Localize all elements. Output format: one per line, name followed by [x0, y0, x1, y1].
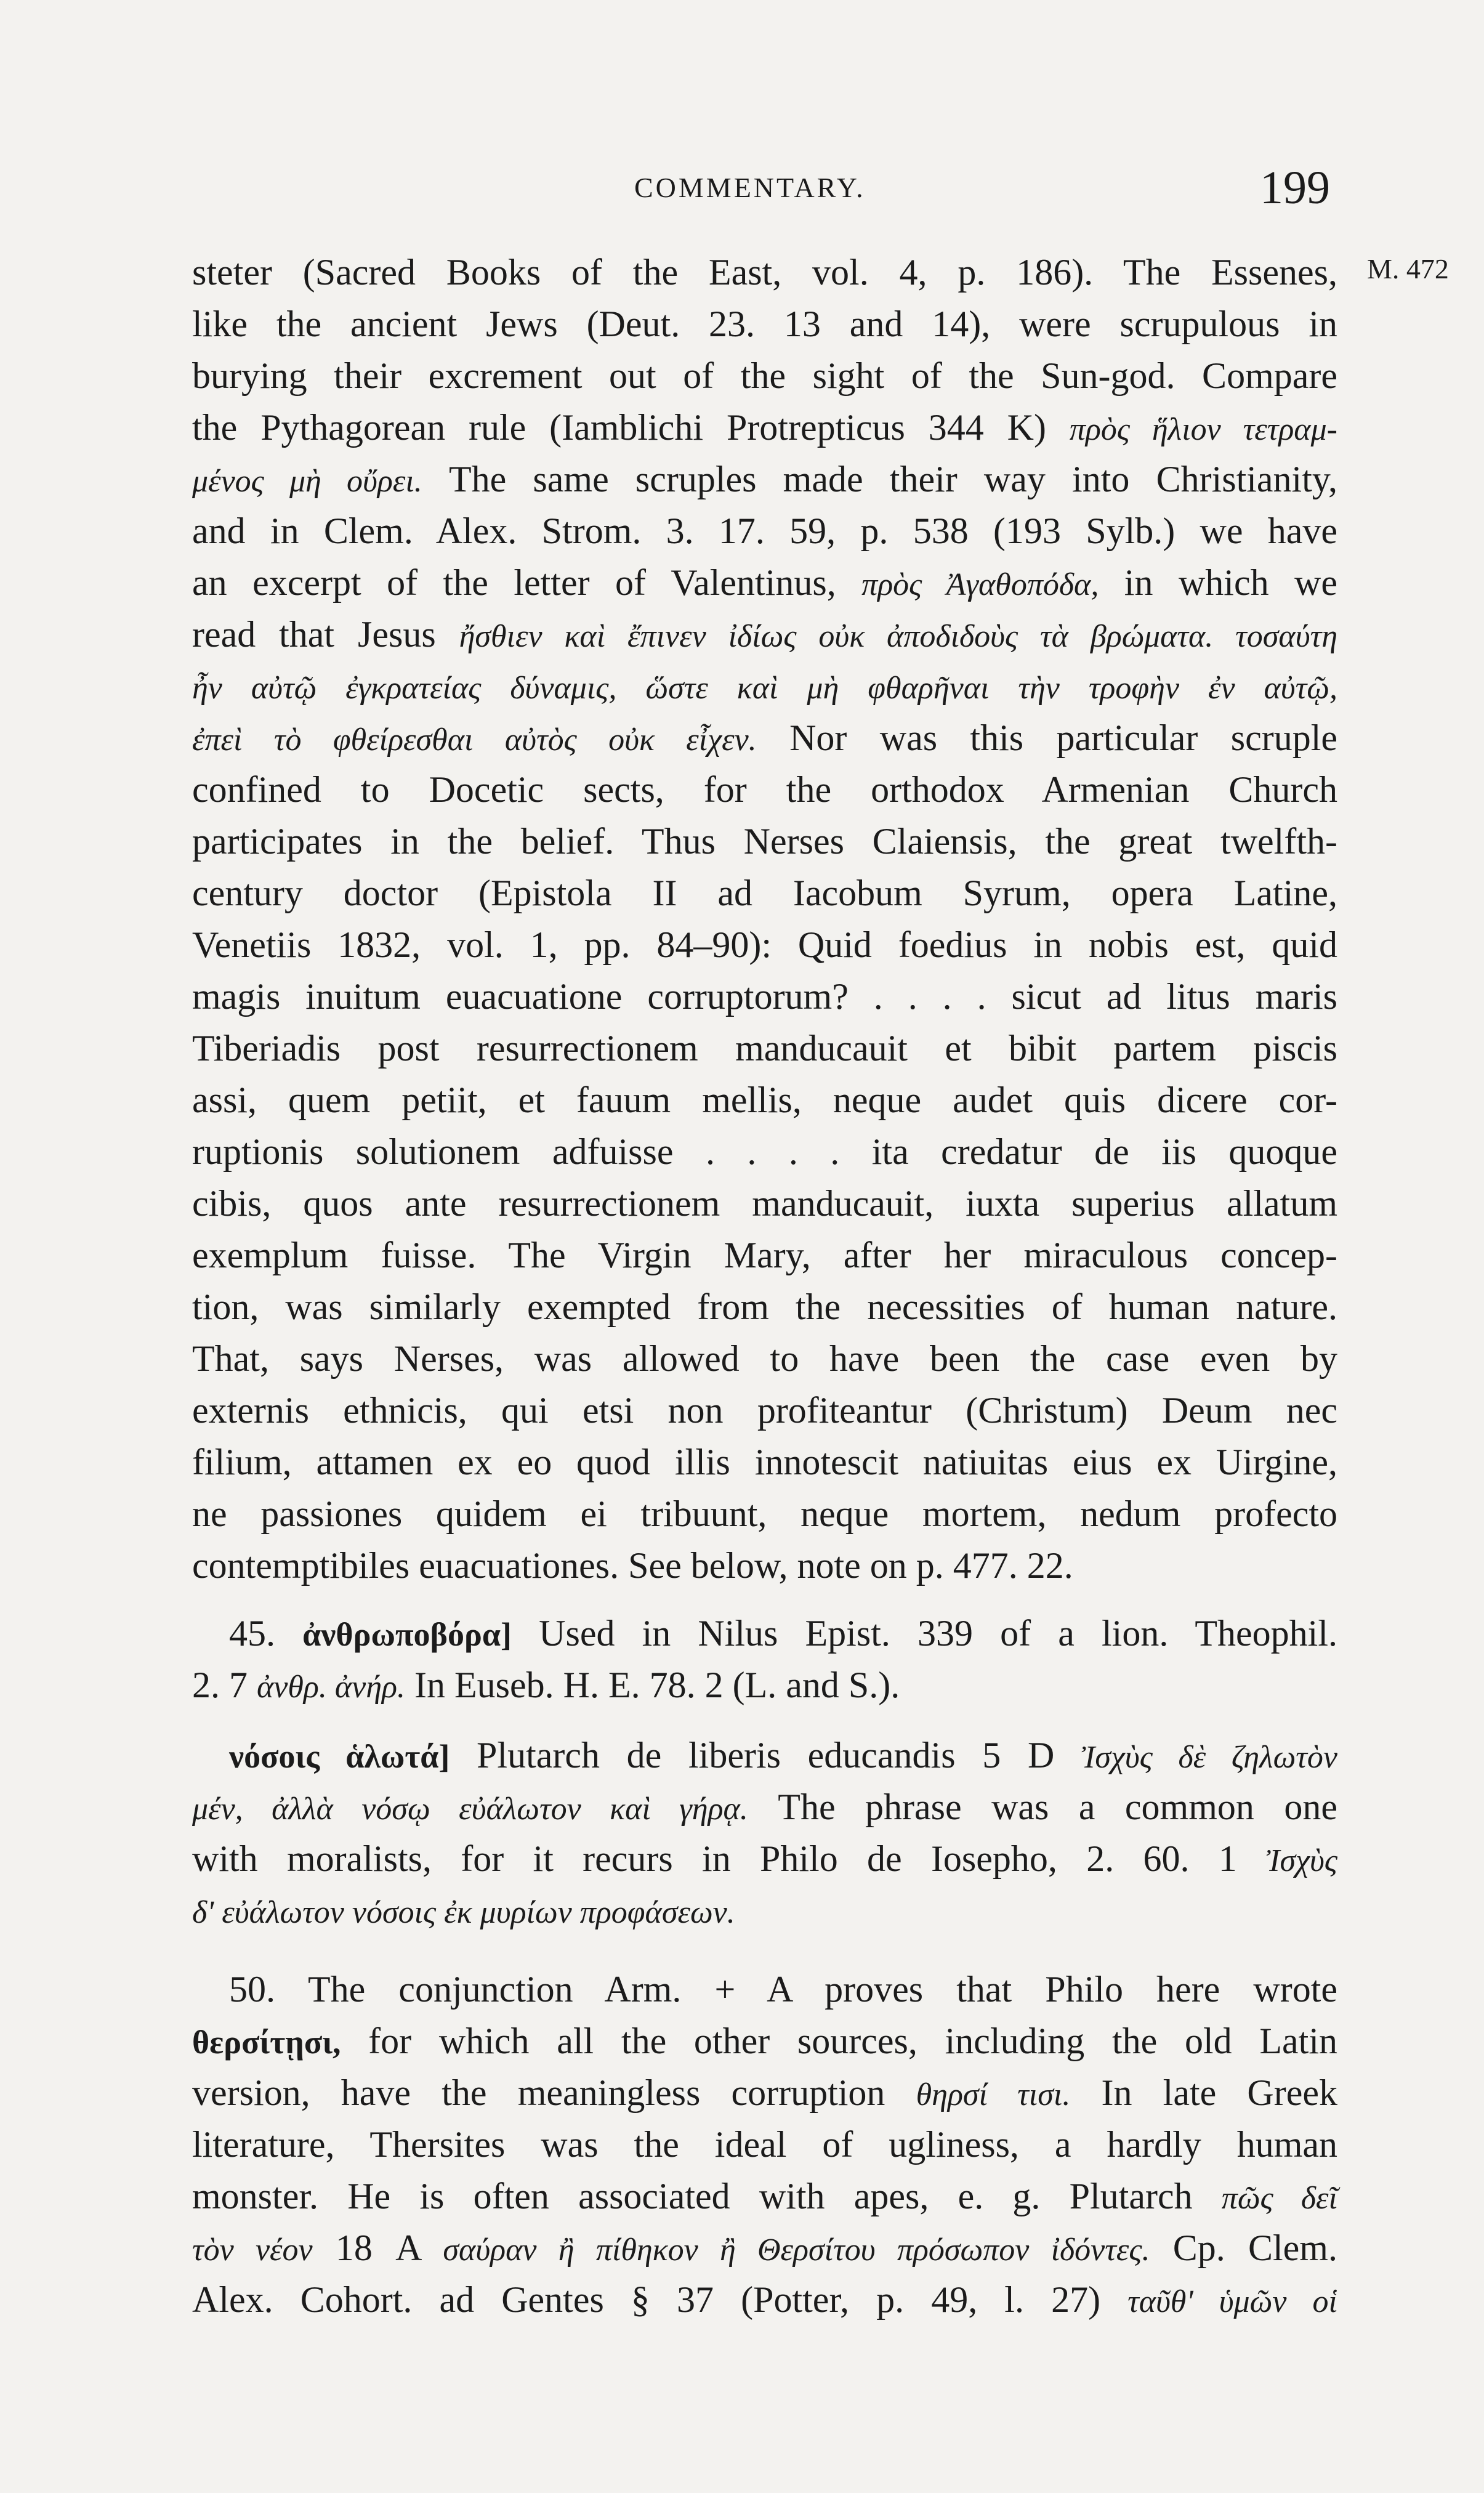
- text-span: version, have the meaningless corruption: [192, 2072, 916, 2113]
- greek-quote: Ἰσχὺς: [1266, 1843, 1337, 1878]
- text-line: That, says Nerses, was allowed to have been the case even by: [192, 1338, 1337, 1379]
- text-line: like the ancient Jews (Deut. 23. 13 and 14), were scrupulous in: [192, 304, 1337, 344]
- text-line: and in Clem. Alex. Strom. 3. 17. 59, p. 538 (193 Sylb.) we have: [192, 511, 1337, 551]
- running-title: COMMENTARY.: [634, 172, 866, 203]
- note-50-line: literature, Thersites was the ideal of ugliness, a hardly human: [192, 2124, 1337, 2165]
- text-span: Nor was this particular scruple: [756, 717, 1337, 758]
- page-number: 199: [1260, 162, 1330, 214]
- paragraph-gap: [192, 1591, 1337, 1607]
- text-line: [192, 660, 1337, 712]
- greek-quote: ταῦθ' ὑμῶν οἱ: [1127, 2284, 1337, 2319]
- text-span: in which we: [1099, 562, 1337, 603]
- text-line: ruptionis solutionem adfuisse . . . . ita credatur de iis quoque: [192, 1131, 1337, 1172]
- commentary-text: [192, 246, 1337, 2325]
- text-line: contemptibiles euacuationes. See below, note on p. 477. 22.: [192, 1545, 1073, 1586]
- text-line: externis ethnicis, qui etsi non profiteantur (Christum) Deum nec: [192, 1390, 1337, 1431]
- text-line: ne passiones quidem ei tribuunt, neque mortem, nedum profecto: [192, 1493, 1337, 1534]
- text-span: Alex. Cohort. ad Gentes § 37 (Potter, p. 49, l. 27): [192, 2279, 1128, 2320]
- greek-quote: ἀνθρ. ἀνήρ.: [257, 1670, 406, 1705]
- margin-reference: M. 472: [1367, 253, 1449, 285]
- text-span: The phrase was a common one: [748, 1787, 1337, 1827]
- text-span: Cp. Clem.: [1150, 2228, 1337, 2268]
- lemma: ἀνθρωποβόρα]: [302, 1616, 512, 1653]
- text-line: century doctor (Epistola II ad Iacobum Syrum, opera Latine,: [192, 873, 1337, 913]
- text-line: cibis, quos ante resurrectionem manducauit, iuxta superius allatum: [192, 1183, 1337, 1224]
- text-line: steter (Sacred Books of the East, vol. 4, p. 186). The Essenes,: [192, 252, 1337, 293]
- text-span: 18 A: [312, 2228, 443, 2268]
- text-line: Tiberiadis post resurrectionem manducauit et bibit partem piscis: [192, 1028, 1337, 1069]
- greek-quote: ἦν αὐτῷ ἐγκρατείας δύναμις, ὥστε καὶ μὴ φθαρῆναι τὴν τροφὴν ἐν αὐτῷ,: [192, 671, 1337, 706]
- text-line: [192, 402, 1337, 453]
- text-line: filium, attamen ex eo quod illis innotescit natiuitas eius ex Uirgine,: [192, 1442, 1337, 1482]
- note-number: 45.: [229, 1613, 275, 1654]
- text-line: exemplum fuisse. The Virgin Mary, after her miraculous concep-: [192, 1235, 1337, 1275]
- text-line: Venetiis 1832, vol. 1, pp. 84–90): Quid foedius in nobis est, quid: [192, 924, 1337, 965]
- text-span: for which all the other sources, including the old Latin: [341, 2021, 1337, 2061]
- note-50-line: 50. The conjunction Arm. + A proves that Philo here wrote: [229, 1969, 1337, 2010]
- note-50-line: [192, 2015, 1337, 2067]
- lemma: νόσοις ἁλωτά]: [229, 1738, 450, 1775]
- text-line: participates in the belief. Thus Nerses Claiensis, the great twelfth-: [192, 821, 1337, 862]
- paragraph-gap: [192, 1711, 1337, 1729]
- greek-quote: τὸν νέον: [192, 2232, 313, 2268]
- greek-quote: μένος μὴ οὔρει.: [192, 464, 422, 499]
- text-line: confined to Docetic sects, for the orthodox Armenian Church: [192, 769, 1337, 810]
- text-line: magis inuitum euacuatione corruptorum? . . . . sicut ad litus maris: [192, 976, 1337, 1017]
- note-nosois-line: [192, 1833, 1337, 1885]
- note-nosois-line: [192, 1729, 1337, 1781]
- text-line: [192, 557, 1337, 608]
- text-line: [192, 453, 1337, 505]
- note-45-line: [192, 1607, 1337, 1659]
- text-span: Used in Nilus Epist. 339 of a lion. Theophil.: [512, 1613, 1338, 1654]
- note-45-line: [192, 1659, 1337, 1711]
- text-span: 2. 7: [192, 1665, 257, 1705]
- text-line: assi, quem petiit, et fauum mellis, neque audet quis dicere cor-: [192, 1080, 1337, 1120]
- greek-quote: πρὸς ἥλιον τετραμ-: [1069, 412, 1337, 447]
- greek-quote: θηρσί τισι.: [916, 2077, 1071, 2112]
- text-line: [192, 712, 1337, 764]
- note-50-line: [192, 2274, 1337, 2325]
- note-50-line: [192, 2067, 1337, 2119]
- note-nosois-line: [192, 1885, 1337, 1936]
- text-span: In late Greek: [1070, 2072, 1338, 2113]
- greek-quote: ἤσθιεν καὶ ἔπινεν ἰδίως οὐκ ἀποδιδοὺς τὰ βρώματα. τοσαύτη: [459, 619, 1337, 654]
- text-span: the Pythagorean rule (Iamblichi Protrepticus 344 K): [192, 407, 1070, 448]
- text-span: monster. He is often associated with apes, e. g. Plutarch: [192, 2176, 1222, 2216]
- note-nosois-line: [192, 1781, 1337, 1833]
- greek-quote: ἐπεὶ τὸ φθείρεσθαι αὐτὸς οὐκ εἶχεν.: [192, 722, 757, 758]
- text-line: tion, was similarly exempted from the necessities of human nature.: [192, 1287, 1337, 1327]
- text-line: [192, 608, 1337, 660]
- text-span: with moralists, for it recurs in Philo de Iosepho, 2. 60. 1: [192, 1838, 1267, 1879]
- text-span: In Euseb. H. E. 78. 2 (L. and S.).: [405, 1665, 900, 1705]
- text-span: an excerpt of the letter of Valentinus,: [192, 562, 862, 603]
- note-50-line: [192, 2170, 1337, 2222]
- text-span: read that Jesus: [192, 614, 459, 655]
- text-span: Plutarch de liberis educandis 5 D: [450, 1735, 1081, 1776]
- running-head: [185, 162, 1330, 222]
- text-span: The same scruples made their way into Christianity,: [422, 459, 1338, 499]
- paragraph-gap: [192, 1936, 1337, 1963]
- greek-quote: σαύραν ἢ πίθηκον ἢ Θερσίτου πρόσωπον ἰδόντες.: [443, 2232, 1150, 2268]
- note-50-line: [192, 2222, 1337, 2274]
- greek-quote: πρὸς Ἀγαθοπόδα,: [861, 567, 1099, 602]
- text-line: burying their excrement out of the sight of the Sun-god. Compare: [192, 355, 1337, 396]
- greek-quote: Ἰσχὺς δὲ ζηλωτὸν: [1081, 1740, 1337, 1775]
- greek-quote: θερσίτῃσι,: [192, 2024, 341, 2061]
- greek-quote: δ' εὐάλωτον νόσοις ἐκ μυρίων προφάσεων.: [192, 1895, 735, 1930]
- greek-quote: μέν, ἀλλὰ νόσῳ εὐάλωτον καὶ γήρᾳ.: [192, 1792, 748, 1827]
- greek-quote: πῶς δεῖ: [1221, 2181, 1337, 2216]
